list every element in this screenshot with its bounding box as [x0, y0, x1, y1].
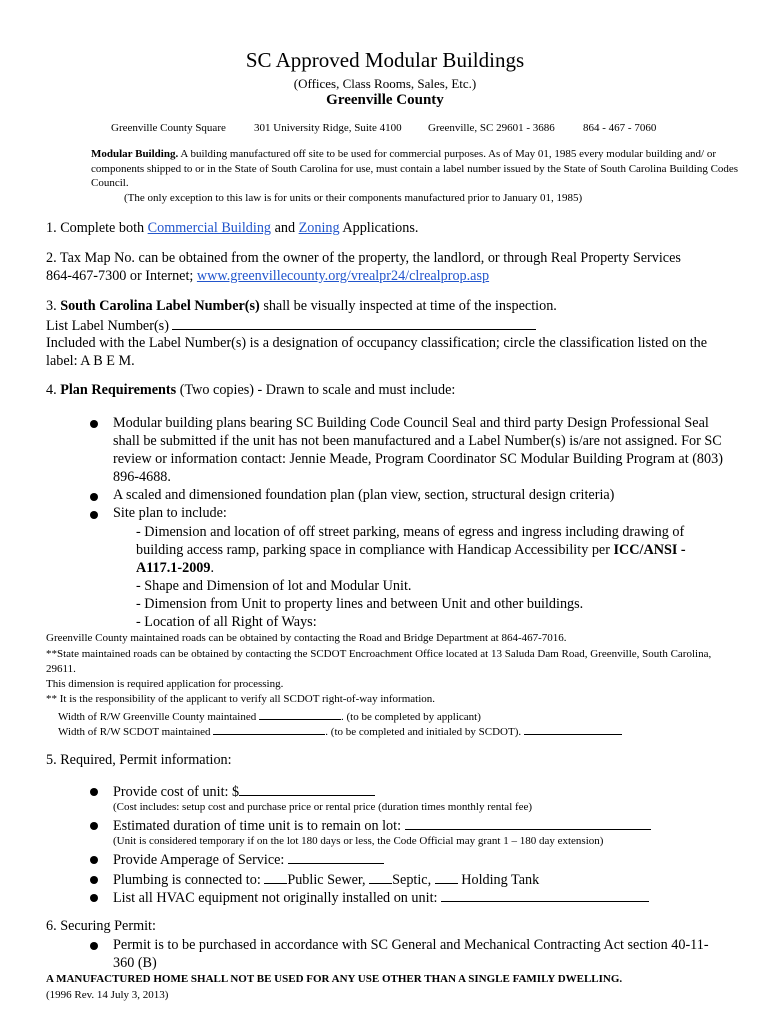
site-plan-detail-4: - Location of all Right of Ways: [136, 614, 317, 630]
occupancy-classification-text: Included with the Label Number(s) is a designation of occupancy classification; circle the classification listed on the label: A B E M. [46, 335, 708, 369]
definition-block [91, 147, 741, 205]
section-4-rest: (Two copies) - Drawn to scale and must include: [176, 382, 456, 398]
page-title: SC Approved Modular Buildings [245, 48, 525, 72]
definition-text: A building manufactured off site to be used for commercial purposes. As of May 01, 1985 every modular building and/ or components shipped to or in the State of South Carolina for use, must contain a label number issued by the State of South Carolina Building Codes Council. [91, 148, 739, 189]
amperage-field[interactable] [288, 850, 384, 864]
section-1-and: and [271, 220, 299, 236]
bullet-icon [90, 894, 98, 902]
duration-row [113, 816, 651, 835]
plan-req-item-2: A scaled and dimensioned foundation plan (plan view, section, structural design criteria) [113, 487, 615, 503]
manufactured-home-warning: A MANUFACTURED HOME SHALL NOT BE USED FOR ANY USE OTHER THAN A SINGLE FAMILY DWELLING. [46, 973, 623, 985]
holding-tank-field[interactable] [435, 870, 458, 884]
permit-purchase-text: Permit is to be purchased in accordance with SC General and Mechanical Contracting Act section 40-11-360 (B) [113, 937, 709, 971]
commercial-building-link[interactable]: Commercial Building [147, 220, 272, 236]
section-3-num: 3. [46, 298, 61, 314]
section-2-line-2 [46, 268, 489, 285]
county-row-field[interactable] [259, 708, 341, 720]
address-line-3: Greenville, SC 29601 - 3686 [428, 122, 555, 134]
section-1 [46, 220, 418, 237]
bullet-icon [90, 822, 98, 830]
plumbing-row [113, 870, 539, 889]
scdot-row-width [58, 723, 622, 738]
site-plan-detail-1 [136, 523, 728, 577]
section-2-line-1: 2. Tax Map No. can be obtained from the owner of the property, the landlord, or through Real Property Services [46, 250, 681, 266]
section-5-title: 5. Required, Permit information: [46, 752, 232, 768]
scdot-initial-field[interactable] [524, 723, 622, 735]
plan-req-item-3: Site plan to include: [113, 505, 227, 521]
definition-exception: (The only exception to this law is for units or their components manufactured prior to January 01, 1985) [124, 191, 583, 204]
site-plan-detail-2: - Shape and Dimension of lot and Modular Unit. [136, 578, 412, 594]
state-roads-note: **State maintained roads can be obtained by contacting the SCDOT Encroachment Office located at 13 Saluda Dam Road, Greenville, South Carolina, 29611. [46, 648, 712, 675]
scdot-responsibility-note: ** It is the responsibility of the applicant to verify all SCDOT right-of-way information. [46, 693, 436, 705]
section-3-bold: South Carolina Label Number(s) [60, 298, 260, 314]
bullet-icon [90, 876, 98, 884]
county-row-label: Width of R/W Greenville County maintained [58, 711, 259, 723]
bullet-icon [90, 942, 98, 950]
county-row-note: . (to be completed by applicant) [340, 711, 481, 723]
label-number-row [46, 316, 536, 335]
section-3-rest: shall be visually inspected at time of the inspection. [259, 298, 557, 314]
scdot-row-note: . (to be completed and initialed by SCDOT). [325, 726, 524, 738]
address-line-1: Greenville County Square [111, 122, 226, 134]
hvac-row [113, 888, 649, 907]
section-1-end: Applications. [339, 220, 419, 236]
label-number-field[interactable] [172, 316, 536, 330]
public-sewer-field[interactable] [264, 870, 287, 884]
cost-note: (Cost includes: setup cost and purchase price or rental price (duration times monthly rental fee) [113, 801, 533, 813]
cost-of-unit-label: Provide cost of unit: $ [113, 784, 240, 800]
plumbing-label: Plumbing is connected to: [113, 872, 265, 888]
section-6-title: 6. Securing Permit: [46, 918, 156, 934]
hvac-field[interactable] [441, 888, 649, 902]
county-name: Greenville County [326, 92, 444, 108]
county-row-width [58, 708, 481, 723]
section-2-text: 864-467-7300 or Internet; [46, 268, 197, 284]
real-property-link[interactable]: www.greenvillecounty.org/vrealpr24/clrealprop.asp [196, 268, 490, 284]
site-plan-detail-1-end: . [210, 560, 215, 576]
site-plan-detail-1-text: - Dimension and location of off street parking, means of egress and ingress including drawing of building access ramp, parking space in compliance with Handicap Accessibility per [136, 524, 685, 558]
septic-label: Septic, [392, 872, 435, 888]
section-4-bold: Plan Requirements [60, 382, 177, 398]
section-4-num: 4. [46, 382, 61, 398]
scdot-row-field[interactable] [213, 723, 325, 735]
section-3 [46, 298, 557, 315]
definition-term: Modular Building. [91, 148, 179, 160]
cost-of-unit-row [113, 782, 375, 801]
duration-label: Estimated duration of time unit is to remain on lot: [113, 818, 405, 834]
hvac-label: List all HVAC equipment not originally installed on unit: [113, 890, 441, 906]
page-subtitle: (Offices, Class Rooms, Sales, Etc.) [293, 76, 477, 91]
public-sewer-label: Public Sewer, [287, 872, 370, 888]
section-1-text: 1. Complete both [46, 220, 148, 236]
bullet-icon [90, 788, 98, 796]
section-4 [46, 382, 455, 399]
label-number-label: List Label Number(s) [46, 318, 173, 334]
site-plan-detail-3: - Dimension from Unit to property lines and between Unit and other buildings. [136, 596, 584, 612]
zoning-link[interactable]: Zoning [298, 220, 340, 236]
bullet-icon [90, 856, 98, 864]
phone-number: 864 - 467 - 7060 [583, 122, 657, 134]
plan-req-item-1: Modular building plans bearing SC Building Code Council Seal and third party Design Professional Seal shall be submitted if the unit has not been manufactured and a Label Number(s) is/are not assigned. For SC review or information contact: Jennie Meade, Program Coordinator SC Modular Building Program at (803) 896-4688. [113, 415, 723, 485]
revision-note: (1996 Rev. 14 July 3, 2013) [46, 989, 169, 1001]
duration-field[interactable] [405, 816, 651, 830]
bullet-icon [90, 420, 98, 428]
dimension-required-note: This dimension is required application for processing. [46, 678, 284, 690]
septic-field[interactable] [369, 870, 392, 884]
icc-ansi-reference: ICC/ANSI - A117.1-2009 [136, 542, 686, 576]
county-roads-note: Greenville County maintained roads can be obtained by contacting the Road and Bridge Department at 864-467-7016. [46, 632, 567, 644]
amperage-label: Provide Amperage of Service: [113, 852, 288, 868]
amperage-row [113, 850, 384, 869]
cost-of-unit-field[interactable] [239, 782, 375, 796]
scdot-row-label: Width of R/W SCDOT maintained [58, 726, 214, 738]
bullet-icon [90, 511, 98, 519]
holding-tank-label: Holding Tank [457, 872, 540, 888]
bullet-icon [90, 493, 98, 501]
duration-note: (Unit is considered temporary if on the lot 180 days or less, the Code Official may grant 1 – 180 day extension) [113, 835, 604, 847]
address-line-2: 301 University Ridge, Suite 4100 [254, 122, 402, 134]
